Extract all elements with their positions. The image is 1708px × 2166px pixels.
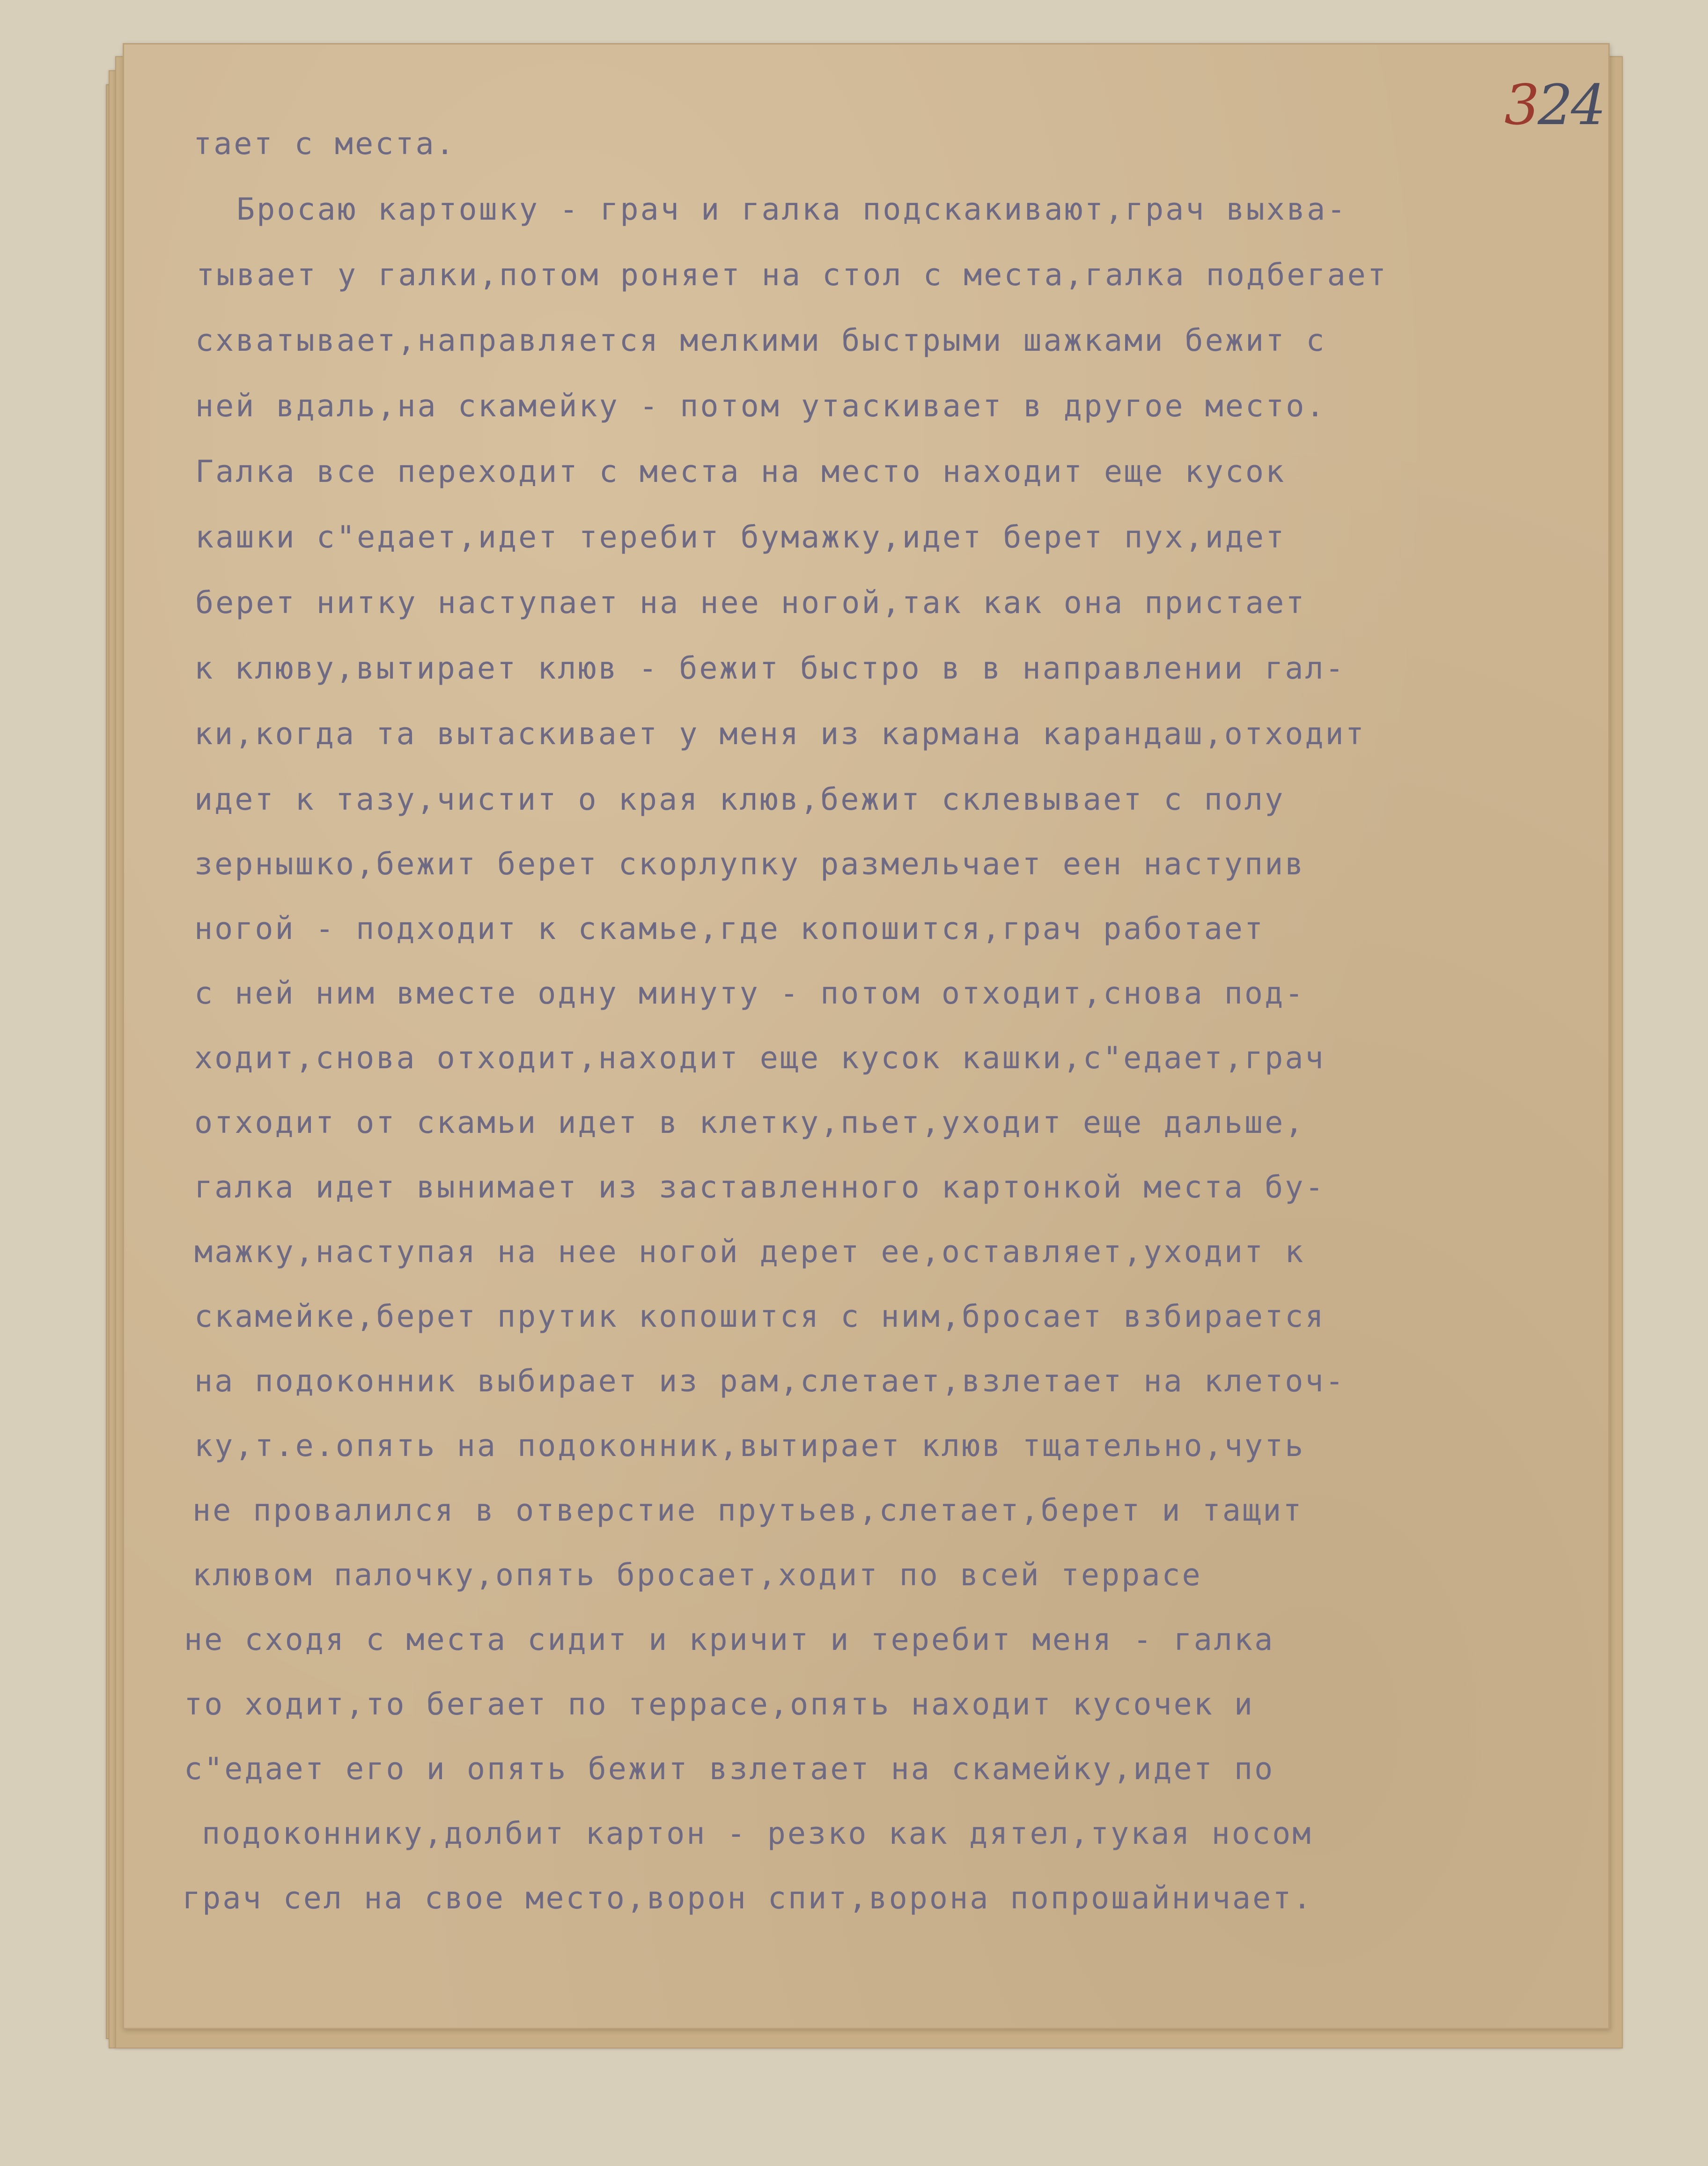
text-line: зернышко,бежит берет скорлупку размельчает еен наступив (194, 847, 1305, 882)
text-line: тывает у галки,потом роняет на стол с места,галка подбегает (196, 258, 1388, 293)
text-line: тает с места. (193, 126, 456, 162)
typewritten-page (123, 43, 1610, 2029)
text-line: с ней ним вместе одну минуту - потом отходит,снова под- (194, 976, 1305, 1011)
text-line: ку,т.е.опять на подоконник,вытирает клюв тщательно,чуть (194, 1428, 1305, 1464)
text-line: ней вдаль,на скамейку - потом утаскивает в другое место. (195, 389, 1326, 424)
text-line: берет нитку наступает на нее ногой,так как она пристает (195, 585, 1306, 621)
folio-number-blue: 24 (1538, 73, 1605, 137)
text-line: с"едает его и опять бежит взлетает на скамейку,идет по (184, 1752, 1275, 1787)
text-line: галка идет вынимает из заставленного картонкой места бу- (194, 1170, 1325, 1205)
text-line: отходит от скамьи идет в клетку,пьет,уходит еще дальше, (194, 1105, 1305, 1140)
text-line: не провалился в отверстие прутьев,слетает,берет и тащит (192, 1493, 1303, 1528)
text-line: грач сел на свое место,ворон спит,ворона попрошайничает. (182, 1881, 1313, 1916)
text-line: то ходит,то бегает по террасе,опять находит кусочек и (184, 1687, 1255, 1722)
text-line: Галка все переходит с места на место находит еще кусок (195, 454, 1286, 489)
text-line: Бросаю картошку - грач и галка подскакивают,грач выхва- (236, 192, 1347, 227)
text-line: ходит,снова отходит,находит еще кусок кашки,с"едает,грач (194, 1041, 1325, 1076)
text-line: ки,когда та вытаскивает у меня из кармана карандаш,отходит (194, 717, 1366, 752)
folio-number-red: 3 (1504, 73, 1538, 137)
text-line: подоконнику,долбит картон - резко как дятел,тукая носом (202, 1816, 1313, 1851)
text-line: скамейке,берет прутик копошится с ним,бросает взбирается (194, 1299, 1325, 1334)
text-line: не сходя с места сидит и кричит и теребит меня - галка (184, 1622, 1275, 1657)
text-line: кашки с"едает,идет теребит бумажку,идет берет пух,идет (195, 520, 1286, 555)
text-line: на подоконник выбирает из рам,слетает,взлетает на клеточ- (194, 1364, 1346, 1399)
page-text (124, 44, 1608, 2028)
text-line: схватывает,направляется мелкими быстрыми шажками бежит с (195, 323, 1326, 358)
text-line: мажку,наступая на нее ногой дерет ее,оставляет,уходит к (194, 1235, 1305, 1270)
text-line: идет к тазу,чистит о края клюв,бежит склевывает с полу (194, 782, 1285, 817)
text-line: ногой - подходит к скамье,где копошится,грач работает (194, 911, 1265, 946)
text-line: к клюву,вытирает клюв - бежит быстро в в направлении гал- (194, 651, 1346, 686)
text-line: клювом палочку,опять бросает,ходит по всей террасе (192, 1558, 1202, 1593)
